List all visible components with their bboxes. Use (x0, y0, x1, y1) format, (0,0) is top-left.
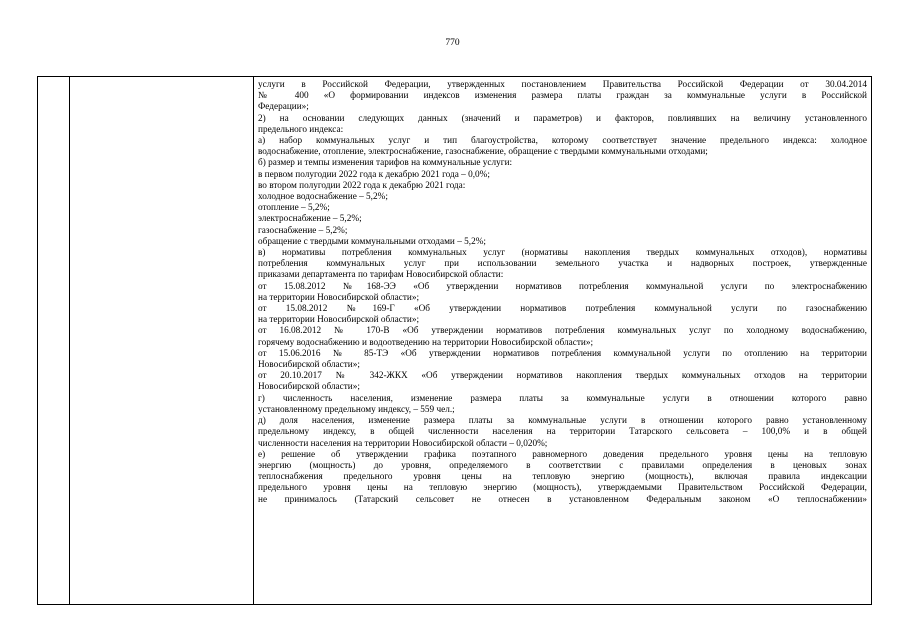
text-line: газоснабжение – 5,2%; (258, 225, 348, 236)
text-line: Новосибирской области»; (258, 360, 360, 371)
text-line: Федерации»; (258, 102, 309, 113)
text-line: энергию (мощность) до уровня, определяемого в соответствии с правилами определения в ценовых зонах (258, 460, 867, 471)
text-line: предельному индексу, в общей численности населения на территории Татарского сельсовета – 100,0% и в общей (258, 427, 867, 438)
text-line: потребления коммунальных услуг при использовании земельного участка и надворных построек, утвержденные (258, 259, 867, 270)
text-line: д) доля населения, изменение размера платы за коммунальные услуги в отношении которого равно установленному (258, 416, 867, 427)
table-cell-content (254, 77, 872, 605)
table-cell-name (70, 77, 254, 605)
text-line: от 20.10.2017 № 342-ЖКХ «Об утверждении нормативов накопления твердых коммунальных отходов на территории (258, 371, 867, 382)
text-line: приказами департамента по тарифам Новосибирской области: (258, 270, 504, 281)
text-line: а) набор коммунальных услуг и тип благоустройства, которому соответствует значение предельного индекса: холодное (258, 136, 867, 147)
text-line: № 400 «О формировании индексов изменения размера платы граждан за коммунальные услуги в Российской (258, 91, 867, 102)
text-line: обращение с твердыми коммунальными отходами – 5,2%; (258, 236, 486, 247)
text-line: теплоснабжения предельного уровня цены на тепловую энергию (мощность), включая правила индексации (258, 472, 867, 483)
text-line: в первом полугодии 2022 года к декабрю 2021 года – 0,0%; (258, 169, 490, 180)
text-line: водоснабжение, отопление, электроснабжение, газоснабжение, обращение с твердыми коммунальными отходами; (258, 147, 708, 158)
text-line: б) размер и темпы изменения тарифов на коммунальные услуги: (258, 158, 513, 169)
text-line: не принималось (Татарский сельсовет не отнесен в установленном Федеральным законом «О теплоснабжении» (258, 494, 867, 505)
text-line: на территории Новосибирской области»; (258, 315, 420, 326)
text-line: от 15.06.2016 № 85-ТЭ «Об утверждении нормативов потребления коммунальной услуги по отоплению на территории (258, 348, 867, 359)
text-line: г) численность населения, изменение размера платы за коммунальные услуги в отношении которого равно (258, 393, 867, 404)
text-line: установленному предельному индексу, – 559 чел.; (258, 404, 455, 415)
text-line: 2) на основании следующих данных (значений и параметров) и факторов, повлиявших на величину установленного (258, 113, 867, 124)
text-line: от 15.08.2012 №169-Г «Об утверждении нормативов потребления коммунальной услуги по газоснабжению (258, 304, 867, 315)
document-table (37, 76, 872, 605)
text-line: услуги в Российской Федерации, утвержденных постановлением Правительства Российской Федерации от 30.04.2014 (258, 80, 867, 90)
content-text (254, 77, 871, 604)
text-line: на территории Новосибирской области»; (258, 292, 420, 303)
text-line: в) нормативы потребления коммунальных услуг (нормативы накопления твердых коммунальных отходов), нормативы (258, 248, 867, 259)
text-line: е) решение об утверждении графика поэтапного равномерного доведения предельного уровня цены на тепловую (258, 449, 867, 460)
text-line: численности населения на территории Новосибирской области – 0,020%; (258, 438, 548, 449)
table-row (38, 77, 872, 605)
table-cell-number (38, 77, 70, 605)
text-line: электроснабжение – 5,2%; (258, 214, 362, 225)
text-line: Новосибирской области»; (258, 382, 360, 393)
text-line: во втором полугодии 2022 года к декабрю 2021 года: (258, 180, 466, 191)
text-line: от 15.08.2012 №168-ЭЭ «Об утверждении нормативов потребления коммунальной услуги по электроснабжению (258, 281, 867, 292)
text-line: горячему водоснабжению и водоотведению на территории Новосибирской области»; (258, 337, 594, 348)
page-number: 770 (445, 38, 460, 48)
text-line: отопление – 5,2%; (258, 203, 330, 214)
text-line: холодное водоснабжение – 5,2%; (258, 192, 388, 203)
text-line: от 16.08.2012 № 170-В «Об утверждении нормативов потребления коммунальных услуг по холодному водоснабжению, (258, 326, 867, 337)
text-line: предельного уровня цены на тепловую энергию (мощность), утверждаемыми Правительством Российской Федерации, (258, 483, 867, 494)
text-line: предельного индекса: (258, 124, 344, 135)
